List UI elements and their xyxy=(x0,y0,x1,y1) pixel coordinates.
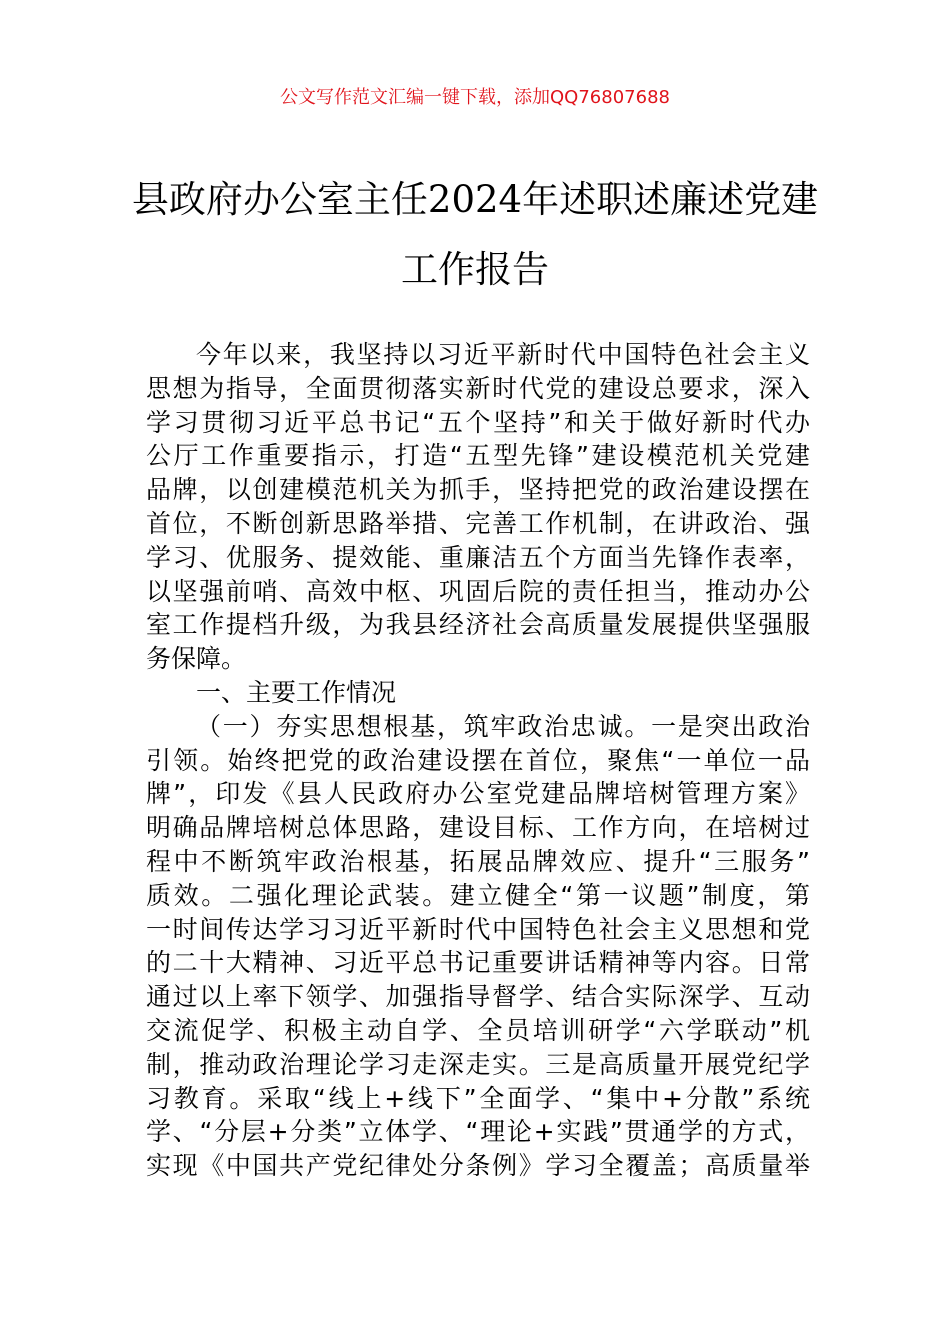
body-line: 习教育。采取“线上+线下”全面学、“集中+分散”系统 xyxy=(146,1083,810,1113)
body-line: 今年以来，我坚持以习近平新时代中国特色社会主义 xyxy=(196,340,810,369)
body-line: 的二十大精神、习近平总书记重要讲话精神等内容。日常 xyxy=(146,948,810,978)
body-line: 首位，不断创新思路举措、完善工作机制，在讲政治、强 xyxy=(146,508,810,538)
body-line: 公厅工作重要指示，打造“五型先锋”建设模范机关党建 xyxy=(146,441,810,471)
body-line: 学习贯彻习近平总书记“五个坚持”和关于做好新时代办 xyxy=(146,407,810,437)
body-line: 学、“分层+分类”立体学、“理论+实践”贯通学的方式， xyxy=(146,1117,810,1147)
body-line: 明确品牌培树总体思路，建设目标、工作方向，在培树过 xyxy=(146,813,810,843)
body-line: 以坚强前哨、高效中枢、巩固后院的责任担当，推动办公 xyxy=(146,576,810,606)
body-line: 通过以上率下领学、加强指导督学、结合实际深学、互动 xyxy=(146,982,810,1012)
download-banner: 公文写作范文汇编一键下载，添加QQ76807688 xyxy=(280,87,670,108)
body-line: 学习、优服务、提效能、重廉洁五个方面当先锋作表率， xyxy=(146,542,810,572)
body-line: 引领。始终把党的政治建设摆在首位，聚焦“一单位一品 xyxy=(146,745,810,775)
body-line: （一）夯实思想根基，筑牢政治忠诚。一是突出政治 xyxy=(196,711,810,741)
document-title-line-2: 工作报告 xyxy=(401,248,549,291)
document-title-line-1: 县政府办公室主任2024年述职述廉述党建 xyxy=(131,178,819,221)
document-body xyxy=(146,338,810,1183)
body-line: 品牌，以创建模范机关为抓手，坚持把党的政治建设摆在 xyxy=(146,475,810,505)
body-line: 交流促学、积极主动自学、全员培训研学“六学联动”机 xyxy=(146,1015,810,1045)
section-heading: 一、主要工作情况 xyxy=(196,677,397,707)
body-line: 牌”，印发《县人民政府办公室党建品牌培树管理方案》 xyxy=(146,779,810,809)
body-line: 室工作提档升级，为我县经济社会高质量发展提供坚强服 xyxy=(146,610,810,640)
body-line: 一时间传达学习习近平新时代中国特色社会主义思想和党 xyxy=(146,914,810,944)
body-line: 实现《中国共产党纪律处分条例》学习全覆盖；高质量举 xyxy=(146,1151,810,1181)
body-line: 质效。二强化理论武装。建立健全“第一议题”制度，第 xyxy=(146,880,810,910)
body-line: 程中不断筑牢政治根基，拓展品牌效应、提升“三服务” xyxy=(146,846,810,876)
body-line: 务保障。 xyxy=(146,644,247,674)
body-line: 思想为指导，全面贯彻落实新时代党的建设总要求，深入 xyxy=(146,373,810,403)
body-line: 制，推动政治理论学习走深走实。三是高质量开展党纪学 xyxy=(146,1049,810,1079)
